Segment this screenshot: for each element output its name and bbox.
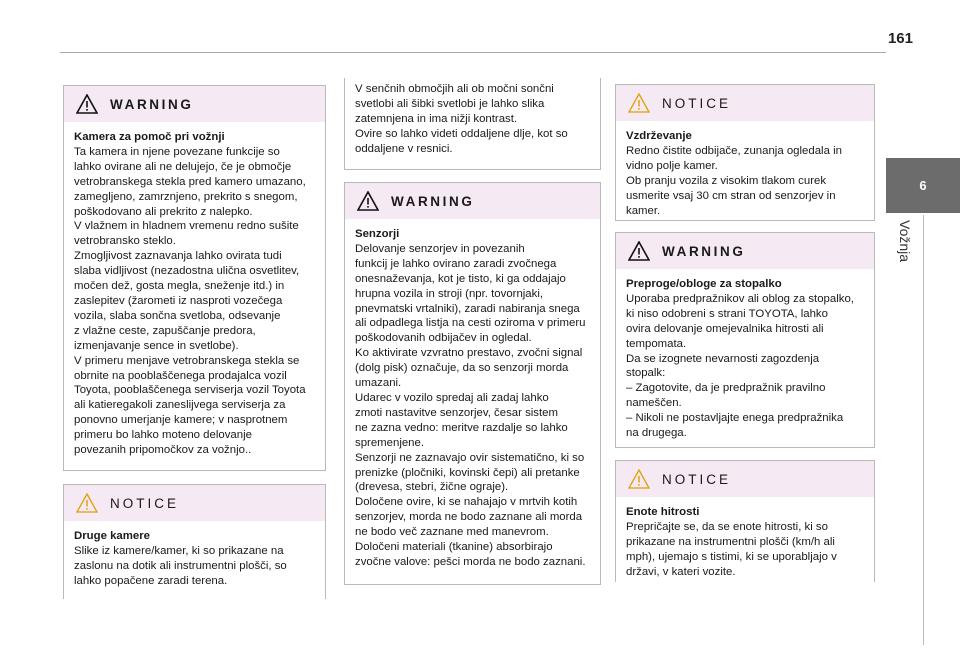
warning-header [64,86,325,122]
warning-lead: Preproge/obloge za stopalko [626,278,782,290]
notice-box-speed-units [615,460,875,582]
warning-text: Ta kamera in njene povezane funkcije so lahko ovirane ali ne delujejo, če je območje vetrobranskega stekla pred kamero umazano, zamegljeno, zamrznjeno, prekrito s snegom, poškodovano ali prekrito z nalepko. V vlažnem in hladnem vremenu redno sušite vetrobransko steklo. Zmogljivost zaznavanja lahko ovirata tudi slaba vidljivost (nezadostna ulična osvetlitev, močen dež, gosta megla, sneženje itd.) in zaslepitev (žarometi iz nasproti vozečega vozila, slaba sončna svetloba, odsevanje z vlažne ceste, zapuščanje predora, izmenjavanje sence in svetlobe). V primeru menjave vetrobranskega stekla se obrnite na pooblaščenega prodajalca vozil Toyota, pooblaščenega serviserja vozil Toyota ali katieregakoli zaneslijvega serviserja za ponovno umerjanje kamere; v nasprotnem primeru bo lahko moteno delovanje povezanih pripomočkov za vožnjo.. [74,145,306,457]
warning-lead: Senzorji [355,228,400,240]
caution-triangle-icon [76,493,98,513]
notice-text: Slike iz kamere/kamer, ki so prikazane na zaslonu na dotik ali instrumentni plošči, so lahko popačene zaradi terena. [74,544,287,587]
notice-text: Redno čistite odbijače, zunanja ogledala in vidno polje kamer. Ob pranju vozila z visokim tlakom curek usmerite vsaj 30 cm stran od senzorjev in kamer. [626,144,842,217]
warning-triangle-icon [76,94,98,114]
caution-triangle-icon [628,469,650,489]
warning-title: WARNING [662,243,746,259]
notice-lead: Vzdrževanje [626,130,692,142]
page-number: 161 [887,30,913,47]
notice-lead: Enote hitrosti [626,506,700,518]
warning-box-sensors [344,182,601,585]
warning-triangle-icon [628,241,650,261]
notice-text: Prepričajte se, da se enote hitrosti, ki so prikazane na instrumentni plošči (km/h ali mph), ujemajo s tistimi, ki se uporabljajo v državi, v kateri vozite. [626,520,837,578]
warning-triangle-icon [357,191,379,211]
warning-box-camera [63,85,326,471]
warning-header [616,233,874,269]
warning-title: WARNING [391,193,475,209]
continued-text: V senčnih območjih ali ob močni sončni svetlobi ali šibki svetlobi je lahko slika zatemnjena in ima nižji kontrast. Ovire so lahko videti oddaljene dlje, kot so oddaljene v resnici. [355,83,568,155]
notice-box-cameras [63,484,326,599]
notice-header [616,461,874,497]
chapter-rule [923,215,924,645]
warning-text: Delovanje senzorjev in povezanih funkcij je lahko ovirano zaradi zvočnega onesnaževanja, kot je tisto, ki ga oddajajo hrupna vozila in stroji (npr. tovornjaki, pnevmatski vrtalniki), zaradi nabiranja snega ali odpadlega listja na cesti oziroma v primeru poškodovanih odbijačev in ogledal. Ko aktivirate vzvratno prestavo, zvočni signal (dolg pisk) označuje, da so senzorji morda umazani. Udarec v vozilo spredaj ali zadaj lahko zmoti nastavitve senzorjev, česar sistem ne zazna vedno: meritve razdalje so lahko spremenjene. Senzorji ne zaznavajo ovir sistematično, ki so prenizke (pločniki, kovinski čepi) ali pretanke (drevesa, stebri, žične ograje). Določene ovire, ki se nahajajo v mrtvih kotih senzorjev, morda ne bodo zaznane ali morda ne bodo več zaznane med manevrom. Določeni materiali (tkanine) absorbirajo zvočne valove: pešci morda ne bodo zaznani. [355,242,586,568]
notice-title: NOTICE [110,495,180,511]
continued-box [344,78,601,170]
warning-title: WARNING [110,96,194,112]
notice-title: NOTICE [662,95,732,111]
notice-title: NOTICE [662,471,732,487]
notice-box-maintenance [615,84,875,221]
warning-text: Uporaba predpražnikov ali oblog za stopalko, ki niso odobreni s strani TOYOTA, lahko ovira delovanje omejevalnika hitrosti ali tempomata. Da se izognete nevarnosti zagozdenja stopalk: – Zagotovite, da je predpražnik pravilno nameščen. – Nikoli ne postavljajte enega predpražnika na drugega. [626,292,854,440]
header-rule [60,52,886,53]
notice-header [616,85,874,121]
warning-header [345,183,600,219]
notice-lead: Druge kamere [74,530,150,542]
warning-lead: Kamera za pomoč pri vožnji [74,131,225,143]
chapter-tab[interactable]: 6 [886,158,960,213]
chapter-title: Vožnja [897,220,913,263]
warning-box-mats [615,232,875,448]
caution-triangle-icon [628,93,650,113]
notice-header [64,485,325,521]
